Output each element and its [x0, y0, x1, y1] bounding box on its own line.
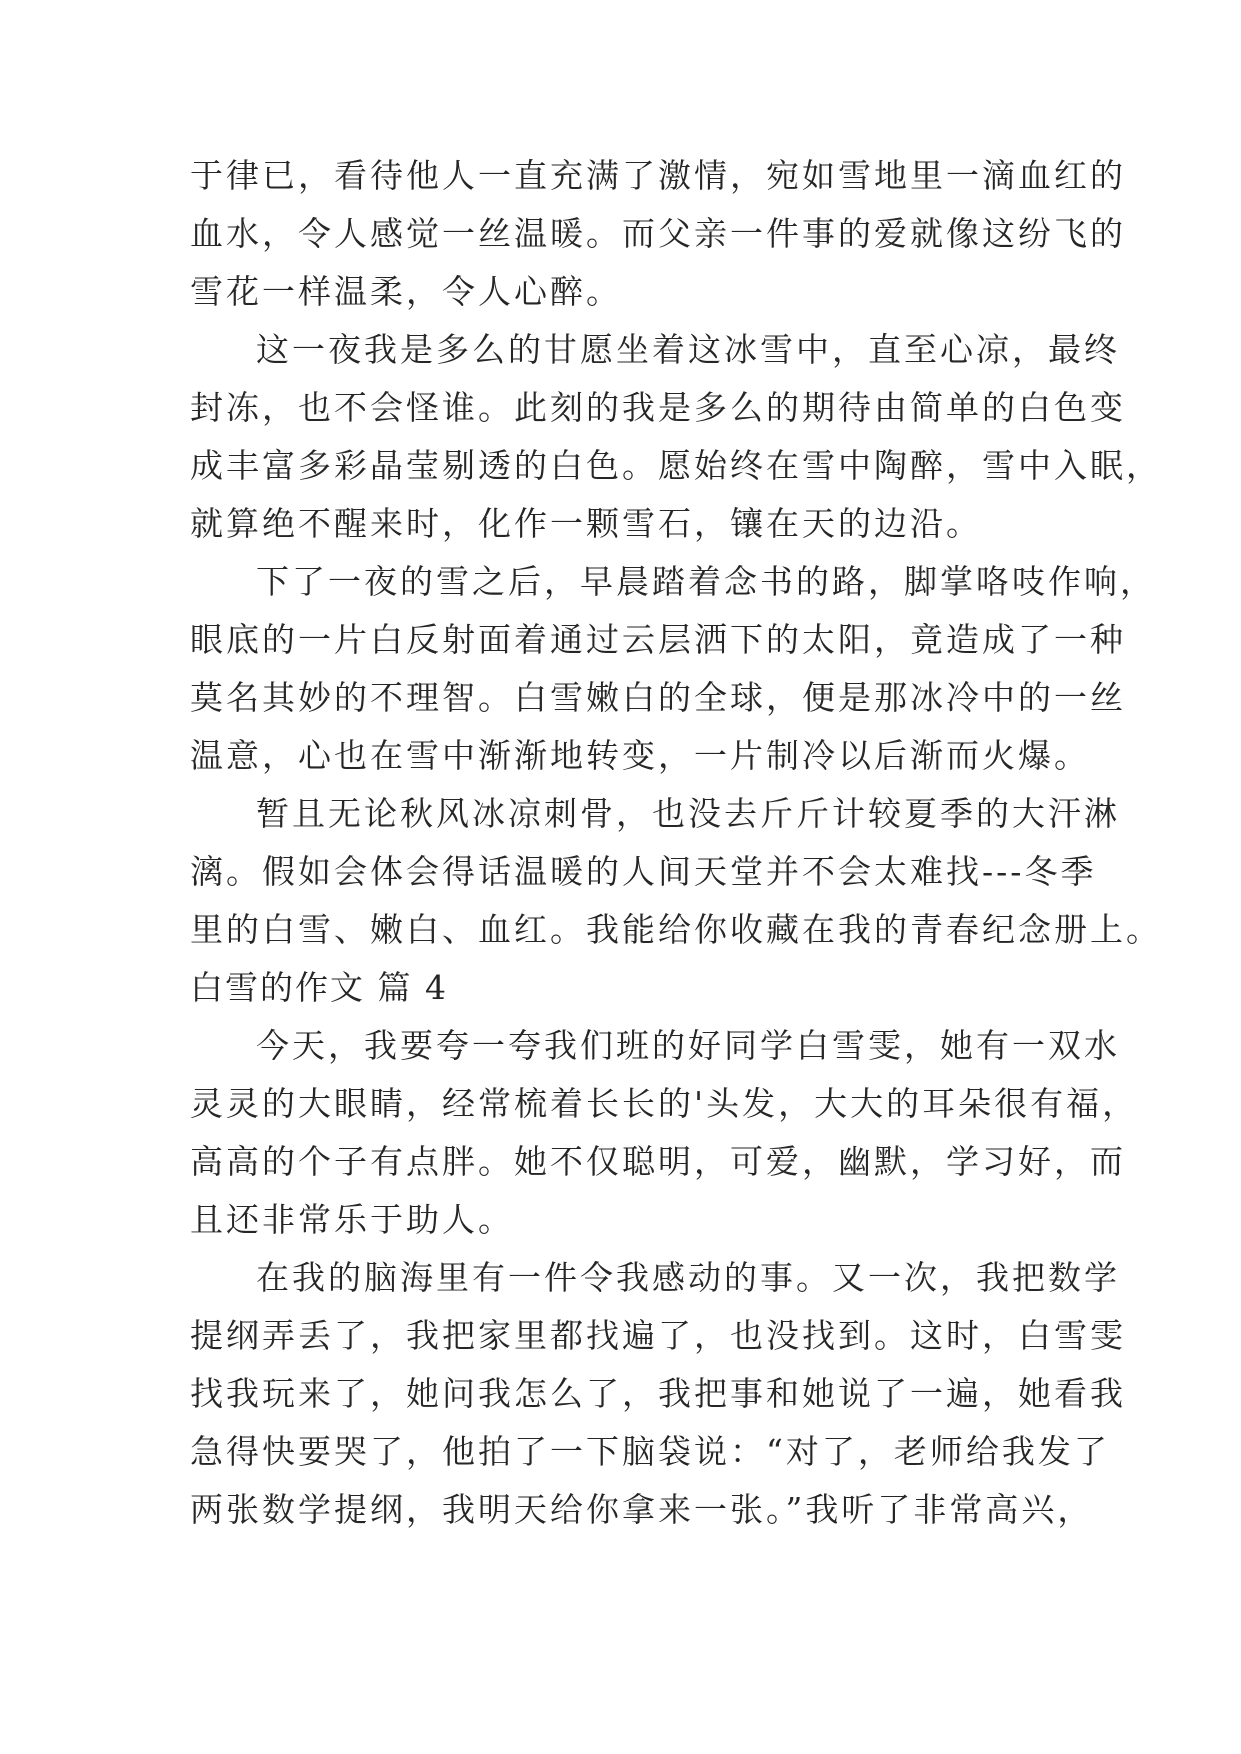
paragraph-line: 成丰富多彩晶莹剔透的白色。愿始终在雪中陶醉，雪中入眠，: [190, 446, 1162, 485]
paragraph-line: 暂且无论秋风冰凉刺骨，也没去斤斤计较夏季的大汗淋: [256, 794, 1120, 833]
paragraph-line: 里的白雪、嫩白、血红。我能给你收藏在我的青春纪念册上。: [190, 910, 1162, 949]
paragraph-line: 找我玩来了，她问我怎么了，我把事和她说了一遍，她看我: [190, 1374, 1126, 1413]
paragraph-line: 今天，我要夸一夸我们班的好同学白雪雯，她有一双水: [256, 1026, 1120, 1065]
paragraph-line: 血水，令人感觉一丝温暖。而父亲一件事的爱就像这纷飞的: [190, 214, 1126, 253]
paragraph-line: 在我的脑海里有一件令我感动的事。又一次，我把数学: [256, 1258, 1120, 1297]
paragraph-line: 雪花一样温柔，令人心醉。: [190, 272, 622, 311]
paragraph-line: 封冻，也不会怪谁。此刻的我是多么的期待由简单的白色变: [190, 388, 1126, 427]
paragraph-line: 急得快要哭了，他拍了一下脑袋说：“对了，老师给我发了: [190, 1432, 1110, 1471]
paragraph-line: 下了一夜的雪之后，早晨踏着念书的路，脚掌咯吱作响，: [256, 562, 1156, 601]
paragraph-line: 高高的个子有点胖。她不仅聪明，可爱，幽默，学习好，而: [190, 1142, 1126, 1181]
paragraph-line: 灵灵的大眼睛，经常梳着长长的'头发，大大的耳朵很有福，: [190, 1084, 1139, 1123]
paragraph-line: 两张数学提纲，我明天给你拿来一张。”我听了非常高兴，: [190, 1490, 1094, 1529]
paragraph-line: 漓。假如会体会得话温暖的人间天堂并不会太难找---冬季: [190, 852, 1097, 891]
paragraph-line: 这一夜我是多么的甘愿坐着这冰雪中，直至心凉，最终: [256, 330, 1120, 369]
paragraph-line: 莫名其妙的不理智。白雪嫩白的全球，便是那冰冷中的一丝: [190, 678, 1126, 717]
paragraph-line: 眼底的一片白反射面着通过云层洒下的太阳，竟造成了一种: [190, 620, 1126, 659]
paragraph-line: 于律已，看待他人一直充满了激情，宛如雪地里一滴血红的: [190, 156, 1126, 195]
paragraph-line: 提纲弄丢了，我把家里都找遍了，也没找到。这时，白雪雯: [190, 1316, 1126, 1355]
paragraph-line: 温意，心也在雪中渐渐地转变，一片制冷以后渐而火爆。: [190, 736, 1090, 775]
paragraph-line: 且还非常乐于助人。: [190, 1200, 514, 1239]
paragraph-line: 就算绝不醒来时，化作一颗雪石，镶在天的边沿。: [190, 504, 982, 543]
essay-body: [190, 155, 1162, 1547]
section-heading: 白雪的作文 篇 4: [190, 968, 448, 1007]
